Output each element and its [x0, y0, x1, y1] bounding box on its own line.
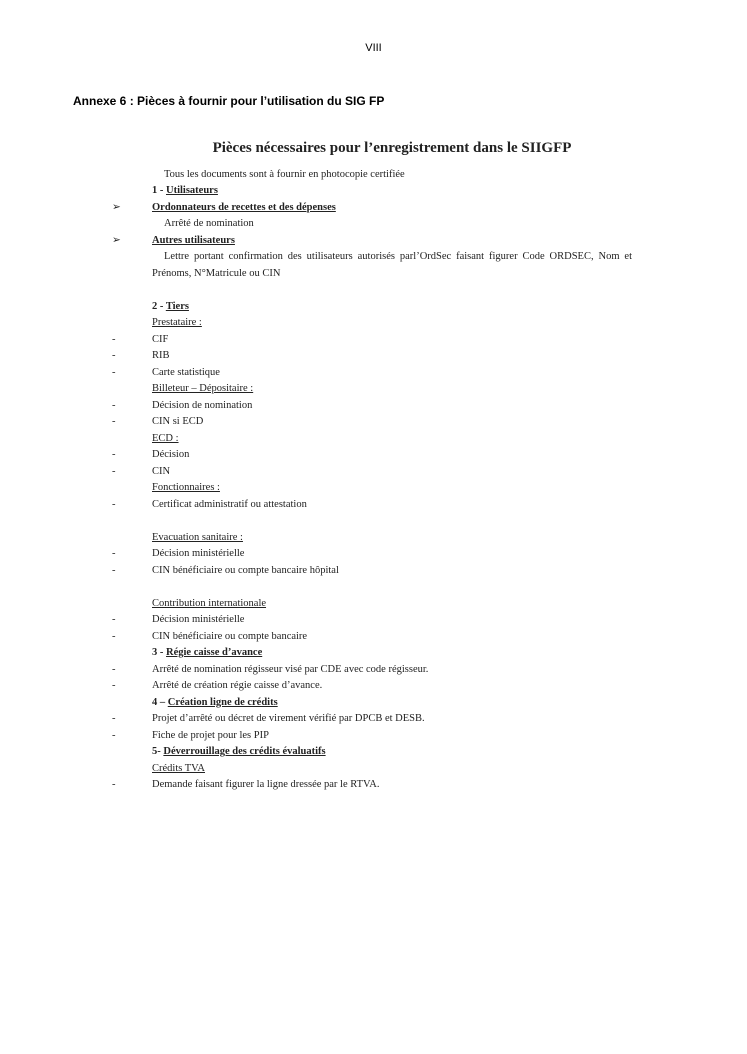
section-3-heading: 3 - Régie caisse d’avance	[152, 647, 263, 658]
list-item: CIN si ECD	[152, 416, 204, 427]
list-item: Arrêté de nomination	[164, 218, 254, 229]
dash-bullet: -	[112, 399, 116, 411]
prestataire-label: Prestataire :	[152, 317, 202, 328]
dash-bullet: -	[112, 630, 116, 642]
intro-text: Tous les documents sont à fournir en photocopie certifiée	[164, 168, 405, 180]
list-item: Décision ministérielle	[152, 548, 245, 559]
dash-bullet: -	[112, 465, 116, 477]
annex-title: Annexe 6 : Pièces à fournir pour l’utilisation du SIG FP	[73, 94, 385, 108]
list-item: Arrêté de création régie caisse d’avance.	[152, 680, 323, 691]
dash-bullet: -	[112, 729, 116, 741]
section-1-heading: 1 - Utilisateurs	[152, 185, 218, 196]
list-item: CIN bénéficiaire ou compte bancaire hôpital	[152, 564, 339, 576]
list-item: Certificat administratif ou attestation	[152, 498, 307, 510]
list-item: Fiche de projet pour les PIP	[152, 729, 269, 741]
lettre-paragraph: Lettre portant confirmation des utilisateurs autorisés parl’OrdSec faisant figurer Code ORDSEC, Nom et Prénoms, N°Matricule ou CIN	[152, 251, 632, 279]
fonctionnaires-label: Fonctionnaires :	[152, 482, 220, 493]
list-item: Projet d’arrêté ou décret de virement vérifié par DPCB et DESB.	[152, 713, 425, 724]
list-item: Décision ministérielle	[152, 614, 245, 625]
dash-bullet: -	[112, 498, 116, 510]
dash-bullet: -	[112, 548, 116, 559]
list-item: Décision	[152, 449, 190, 460]
contribution-label: Contribution internationale	[152, 597, 267, 609]
dash-bullet: -	[112, 663, 116, 675]
dash-bullet: -	[112, 779, 116, 790]
dash-bullet: -	[112, 614, 116, 625]
dash-bullet: -	[112, 449, 116, 460]
section-2-heading: 2 - Tiers	[152, 300, 189, 312]
list-item: CIN bénéficiaire ou compte bancaire	[152, 630, 308, 642]
dash-bullet: -	[112, 564, 116, 576]
credits-tva-label: Crédits TVA	[152, 762, 205, 774]
list-item: CIF	[152, 333, 169, 345]
list-item: Arrêté de nomination régisseur visé par CDE avec code régisseur.	[152, 663, 429, 675]
section-5-heading: 5- Déverrouillage des crédits évaluatifs	[152, 746, 326, 757]
list-item: Demande faisant figurer la ligne dressée par le RTVA.	[152, 779, 380, 790]
dash-bullet: -	[112, 713, 116, 724]
autres-utilisateurs-heading: Autres utilisateurs	[152, 234, 235, 246]
dash-bullet: -	[112, 333, 116, 345]
ordonnateurs-heading: Ordonnateurs de recettes et des dépenses	[152, 201, 336, 213]
section-4-heading: 4 – Création ligne de crédits	[152, 696, 278, 708]
list-item: Carte statistique	[152, 366, 220, 378]
document-title: Pièces nécessaires pour l’enregistrement dans le SIIGFP	[212, 140, 572, 156]
dash-bullet: -	[112, 366, 116, 378]
ecd-label: ECD :	[152, 432, 179, 444]
list-item: CIN	[152, 465, 171, 477]
arrow-bullet-icon: ➢	[112, 201, 121, 213]
scanned-document	[112, 140, 632, 794]
list-item: RIB	[152, 350, 170, 361]
billeteur-label: Billeteur – Dépositaire :	[152, 383, 254, 394]
page-number: VIII	[365, 42, 382, 54]
dash-bullet: -	[112, 680, 116, 691]
evacuation-label: Evacuation sanitaire :	[152, 531, 243, 543]
list-item: Décision de nomination	[152, 399, 253, 411]
arrow-bullet-icon: ➢	[112, 234, 121, 246]
dash-bullet: -	[112, 416, 116, 427]
dash-bullet: -	[112, 350, 116, 361]
